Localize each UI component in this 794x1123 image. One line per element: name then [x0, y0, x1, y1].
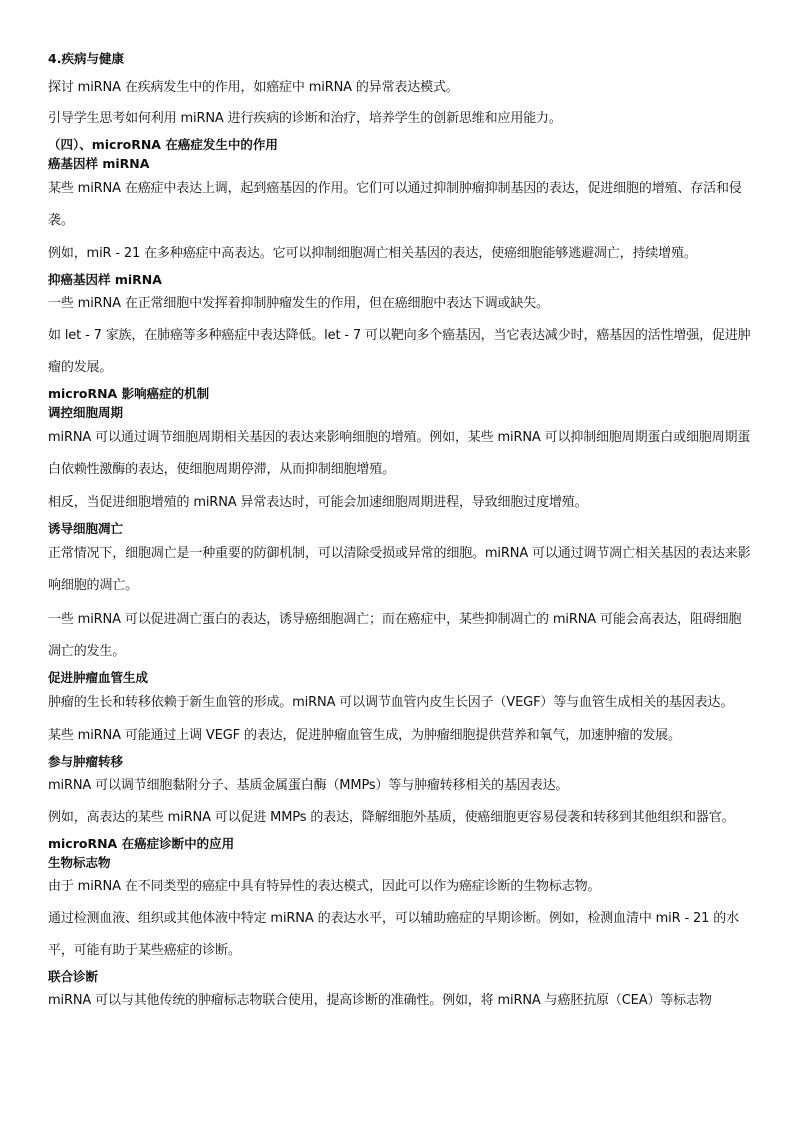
section-heading: microRNA 在癌症诊断中的应用 — [48, 836, 235, 851]
paragraph: 一些 miRNA 在正常细胞中发挥着抑制肿瘤发生的作用，但在癌细胞中表达下调或缺失。 — [48, 296, 549, 311]
subsection-heading: 诱导细胞凋亡 — [48, 521, 124, 536]
document-page — [48, 48, 753, 1017]
paragraph: 例如，高表达的某些 miRNA 可以促进 MMPs 的表达，降解细胞外基质，使癌细胞更容易侵袭和转移到其他组织和器官。 — [48, 810, 735, 825]
subsection-heading: 癌基因样 miRNA — [48, 156, 150, 171]
paragraph: 引导学生思考如何利用 miRNA 进行疾病的诊断和治疗，培养学生的创新思维和应用能力。 — [48, 111, 562, 126]
paragraph: 如 let - 7 家族，在肺癌等多种癌症中表达降低。let - 7 可以靶向多个癌基因，当它表达减少时，癌基因的活性增强，促进肿瘤的发展。 — [48, 328, 751, 375]
paragraph: miRNA 可以通过调节细胞周期相关基因的表达来影响细胞的增殖。例如，某些 miRNA 可以抑制细胞周期蛋白或细胞周期蛋白依赖性激酶的表达，使细胞周期停滞，从而抑制细胞增殖。 — [48, 430, 751, 477]
subsection-heading: 促进肿瘤血管生成 — [48, 670, 149, 685]
paragraph: miRNA 可以调节细胞黏附分子、基质金属蛋白酶（MMPs）等与肿瘤转移相关的基因表达。 — [48, 778, 569, 793]
paragraph: 探讨 miRNA 在疾病发生中的作用，如癌症中 miRNA 的异常表达模式。 — [48, 80, 459, 95]
subsection-heading: 联合诊断 — [48, 969, 99, 984]
section-heading: （四）、microRNA 在癌症发生中的作用 — [48, 137, 278, 152]
paragraph: 一些 miRNA 可以促进凋亡蛋白的表达，诱导癌细胞凋亡；而在癌症中，某些抑制凋亡的 miRNA 可能会高表达，阻碍细胞凋亡的发生。 — [48, 612, 742, 659]
paragraph: 某些 miRNA 在癌症中表达上调，起到癌基因的作用。它们可以通过抑制肿瘤抑制基因的表达，促进细胞的增殖、存活和侵袭。 — [48, 181, 742, 228]
paragraph: 肿瘤的生长和转移依赖于新生血管的形成。miRNA 可以调节血管内皮生长因子（VEGF）等与血管生成相关的基因表达。 — [48, 695, 734, 710]
paragraph: 例如，miR - 21 在多种癌症中高表达。它可以抑制细胞凋亡相关基因的表达，使癌细胞能够逃避凋亡，持续增殖。 — [48, 246, 697, 261]
paragraph: 相反，当促进细胞增殖的 miRNA 异常表达时，可能会加速细胞周期进程，导致细胞过度增殖。 — [48, 495, 588, 510]
paragraph: miRNA 可以与其他传统的肿瘤标志物联合使用，提高诊断的准确性。例如，将 miRNA 与癌胚抗原（CEA）等标志物 — [48, 993, 712, 1008]
section-heading: 4.疾病与健康 — [48, 51, 124, 66]
subsection-heading: 抑癌基因样 miRNA — [48, 272, 162, 287]
subsection-heading: 生物标志物 — [48, 855, 111, 870]
subsection-heading: 调控细胞周期 — [48, 405, 124, 420]
paragraph: 由于 miRNA 在不同类型的癌症中具有特异性的表达模式，因此可以作为癌症诊断的生物标志物。 — [48, 879, 601, 894]
paragraph: 正常情况下，细胞凋亡是一种重要的防御机制，可以清除受损或异常的细胞。miRNA 可以通过调节凋亡相关基因的表达来影响细胞的凋亡。 — [48, 546, 751, 593]
subsection-heading: 参与肿瘤转移 — [48, 754, 124, 769]
paragraph: 通过检测血液、组织或其他体液中特定 miRNA 的表达水平，可以辅助癌症的早期诊断。例如，检测血清中 miR - 21 的水平，可能有助于某些癌症的诊断。 — [48, 911, 739, 958]
paragraph: 某些 miRNA 可能通过上调 VEGF 的表达，促进肿瘤血管生成，为肿瘤细胞提供营养和氧气，加速肿瘤的发展。 — [48, 728, 681, 743]
section-heading: microRNA 影响癌症的机制 — [48, 386, 210, 401]
